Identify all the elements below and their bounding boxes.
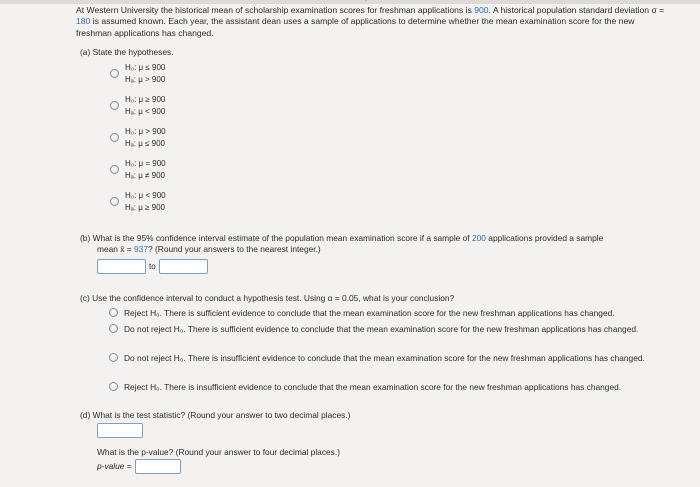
hypothesis-option-4[interactable]: H₀: μ = 900 Hₐ: μ ≠ 900 [110,158,166,181]
conclusion-option-3[interactable]: Do not reject H₀. There is insufficient evidence to conclude that the mean examination score for the new freshman applications has changed. [109,352,649,365]
radio-button[interactable] [110,197,119,206]
historical-mean-value: 900 [474,5,489,15]
part-d-label: (d) What is the test statistic? (Round your answer to two decimal places.) [80,410,351,420]
pvalue-label: p-value = [97,461,132,472]
hypothesis-option-2[interactable]: H₀: μ ≥ 900 Hₐ: μ < 900 [110,94,165,117]
radio-button[interactable] [110,165,119,174]
sigma-value: 180 [76,16,91,27]
ci-inputs [97,259,208,274]
hypothesis-option-1[interactable]: H₀: μ ≤ 900 Hₐ: μ > 900 [110,62,165,85]
radio-button[interactable] [110,101,119,110]
hypothesis-option-3[interactable]: H₀: μ > 900 Hₐ: μ ≤ 900 [110,126,166,149]
ci-lower-input[interactable] [97,259,146,274]
test-statistic-field [97,423,143,441]
radio-button[interactable] [109,324,118,333]
partial-title [346,0,388,3]
conclusion-option-2[interactable]: Do not reject H₀. There is sufficient evidence to conclude that the mean examination score for the new freshman applications has changed. [109,323,649,336]
part-a-label: (a) State the hypotheses. [80,47,174,57]
radio-button[interactable] [109,308,118,317]
conclusion-option-1[interactable]: Reject H₀. There is sufficient evidence to conclude that the mean examination score for the new freshman applications has changed. [109,307,649,320]
radio-button[interactable] [109,382,118,391]
pvalue-question: What is the p-value? (Round your answer to four decimal places.) [97,447,340,457]
sample-mean-value: 937 [134,243,148,254]
radio-button[interactable] [109,353,118,362]
part-b-label: (b) What is the 95% confidence interval estimate of the population mean examination score if a sample of 200 applications provided a sample mean x̄ = 937? (Round your answers to the nearest integer.) [80,233,604,254]
radio-button[interactable] [110,69,119,78]
pvalue-row [97,459,181,474]
to-label: to [149,261,156,271]
conclusion-option-4[interactable]: Reject H₀. There is insufficient evidence to conclude that the mean examination score for the new freshman applications has changed. [109,381,649,394]
part-c-label: (c) Use the confidence interval to conduct a hypothesis test. Using α = 0.05, what is your conclusion? [80,293,455,303]
pvalue-input[interactable] [135,459,181,474]
radio-button[interactable] [110,133,119,142]
hypothesis-option-5[interactable]: H₀: μ < 900 Hₐ: μ ≥ 900 [110,190,166,213]
ci-upper-input[interactable] [159,259,208,274]
top-bar [0,0,700,4]
problem-intro: At Western University the historical mean of scholarship examination scores for freshman applications is 900. A historical population standard deviation σ = 180 is assumed known. Each year, the assistant dean uses a sample of applications to determine whether the mean examination score for the new freshman applications has changed. [76,5,665,38]
sample-size-value: 200 [471,233,486,243]
test-statistic-input[interactable] [97,423,143,438]
